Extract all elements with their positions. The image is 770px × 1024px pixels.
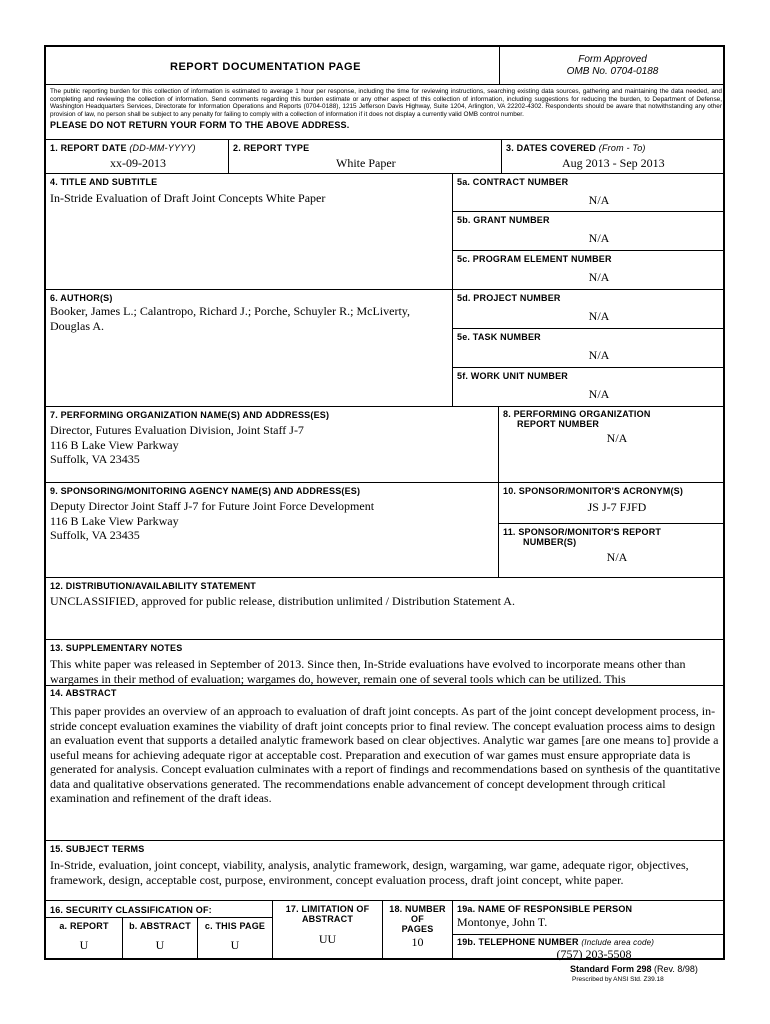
field-17-label-line-1: 17. LIMITATION OF xyxy=(285,904,370,914)
field-18-label-line-2: OF xyxy=(411,914,424,924)
field-19b-label-hint: (Include area code) xyxy=(581,938,655,947)
field-19a-label: 19a. NAME OF RESPONSIBLE PERSON xyxy=(457,904,633,914)
field-3-dates-covered[interactable] xyxy=(501,139,725,173)
field-16a-report[interactable] xyxy=(46,917,122,959)
contract-number-value: N/A xyxy=(588,193,610,207)
prescribed-by-label: Prescribed by ANSI Std. Z39.18 xyxy=(572,976,664,983)
field-4-title[interactable] xyxy=(46,173,452,289)
field-9-sponsoring-agency[interactable] xyxy=(46,482,498,577)
field-13-label: 13. SUPPLEMENTARY NOTES xyxy=(50,643,183,653)
project-number-value: N/A xyxy=(588,309,610,323)
field-16b-abstract[interactable] xyxy=(122,917,197,959)
abstract-value: This paper provides an overview of an approach to evaluation of draft joint concepts. As part of the joint concept development process, in-stride concept evaluation examines the viability of draft joint concepts prior to final review. The concept evaluation process aims to design an evaluation event that supports a detailed analytic framework based on clear objectives. Analytic war games [are one means to] provide a useful means for achieving adequate rigor at acceptable cost. Preparation and execution of war games must ensure appropriate data is generated for analysis. Concept evaluation culminates with a report of findings and recommendations based on synthesis of the quantitative data and qualitative observations generated. The recommendations enable advancement of concept development through critical examination and refinement of the draft ideas. xyxy=(50,704,721,805)
field-5f-label: 5f. WORK UNIT NUMBER xyxy=(457,371,568,381)
field-18-number-of-pages[interactable] xyxy=(382,900,452,958)
omb-number: OMB No. 0704-0188 xyxy=(566,66,659,77)
field-18-label-line-1: 18. NUMBER xyxy=(389,904,446,914)
performing-org-line-1: Director, Futures Evaluation Division, Joint Staff J-7 xyxy=(50,423,304,437)
field-5c-program-element-number[interactable] xyxy=(452,250,725,289)
field-17-limitation-of-abstract[interactable] xyxy=(272,900,382,958)
field-5e-task-number[interactable] xyxy=(452,328,725,367)
sponsoring-agency-line-1: Deputy Director Joint Staff J-7 for Future Joint Force Development xyxy=(50,499,375,513)
this-page-classification-value: U xyxy=(230,938,240,952)
field-16c-label: c. THIS PAGE xyxy=(204,921,266,931)
form-title: REPORT DOCUMENTATION PAGE xyxy=(170,61,361,73)
field-14-abstract[interactable] xyxy=(46,685,725,840)
field-9-label: 9. SPONSORING/MONITORING AGENCY NAME(S) AND ADDRESS(ES) xyxy=(50,486,361,496)
grant-number-value: N/A xyxy=(588,231,610,245)
sponsoring-agency-line-3: Suffolk, VA 23435 xyxy=(50,528,140,542)
field-19a-responsible-person[interactable] xyxy=(452,900,725,934)
do-not-return-notice: PLEASE DO NOT RETURN YOUR FORM TO THE ABOVE ADDRESS. xyxy=(50,120,350,131)
field-1-label: 1. REPORT DATE xyxy=(50,143,127,153)
field-5b-grant-number[interactable] xyxy=(452,211,725,250)
field-11-sponsor-report-number[interactable] xyxy=(498,523,725,577)
report-documentation-form xyxy=(44,45,725,960)
supplementary-notes-value: This white paper was released in September of 2013. Since then, In-Stride evaluations have evolved to incorporate means other than wargames in their method of evaluation; wargames do, however, remain one of several tools which can be utilized. This xyxy=(50,657,686,685)
report-date-value: xx-09-2013 xyxy=(110,156,166,170)
field-2-report-type[interactable] xyxy=(228,139,501,173)
work-unit-value: N/A xyxy=(588,387,610,401)
field-5e-label: 5e. TASK NUMBER xyxy=(457,332,541,342)
field-19b-label: 19b. TELEPHONE NUMBER xyxy=(457,937,579,947)
authors-value: Booker, James L.; Calantropo, Richard J.; Porche, Schuyler R.; McLiverty, Douglas A. xyxy=(50,304,410,333)
form-title-cell xyxy=(46,47,499,84)
field-5a-label: 5a. CONTRACT NUMBER xyxy=(457,177,569,187)
field-7-performing-organization[interactable] xyxy=(46,406,498,482)
form-approved-text: Form Approved xyxy=(578,54,647,65)
telephone-value: (757) 203-5508 xyxy=(556,947,632,961)
field-5a-contract-number[interactable] xyxy=(452,173,725,211)
field-16-security-classification xyxy=(46,900,272,958)
field-19b-telephone[interactable] xyxy=(452,934,725,961)
performing-org-report-number-value: N/A xyxy=(606,431,628,445)
subject-terms-value: In-Stride, evaluation, joint concept, viability, analysis, analytic framework, design, wargaming, war game, adequate rigor, objectives, framework, design, acceptable cost, purpose, environment, concept evaluation process, draft joint concept, white paper. xyxy=(50,858,689,887)
field-5c-label: 5c. PROGRAM ELEMENT NUMBER xyxy=(457,254,612,264)
field-8-label-line-1: 8. PERFORMING ORGANIZATION xyxy=(503,409,651,419)
responsible-person-value: Montonye, John T. xyxy=(457,915,548,929)
field-16b-label: b. ABSTRACT xyxy=(129,921,191,931)
field-5d-project-number[interactable] xyxy=(452,289,725,328)
field-6-label: 6. AUTHOR(S) xyxy=(50,293,113,303)
field-5d-label: 5d. PROJECT NUMBER xyxy=(457,293,561,303)
field-15-label: 15. SUBJECT TERMS xyxy=(50,844,145,854)
field-6-authors[interactable] xyxy=(46,289,452,406)
report-type-value: White Paper xyxy=(336,156,396,170)
field-12-distribution[interactable] xyxy=(46,577,725,639)
standard-form-label xyxy=(570,964,698,974)
report-classification-value: U xyxy=(79,938,89,952)
field-5f-work-unit-number[interactable] xyxy=(452,367,725,406)
field-16a-label: a. REPORT xyxy=(59,921,109,931)
field-3-label-format: (From - To) xyxy=(598,143,646,153)
field-11-label-line-2: NUMBER(S) xyxy=(523,537,577,547)
task-number-value: N/A xyxy=(588,348,610,362)
sponsor-acronym-value: JS J-7 FJFD xyxy=(587,500,647,514)
field-12-label: 12. DISTRIBUTION/AVAILABILITY STATEMENT xyxy=(50,581,256,591)
field-2-label: 2. REPORT TYPE xyxy=(233,143,310,153)
program-element-value: N/A xyxy=(588,270,610,284)
number-of-pages-value: 10 xyxy=(411,935,424,949)
field-11-label-line-1: 11. SPONSOR/MONITOR'S REPORT xyxy=(503,527,662,537)
field-1-report-date[interactable] xyxy=(46,139,228,173)
distribution-statement-value: UNCLASSIFIED, approved for public release, distribution unlimited / Distribution Statement A. xyxy=(50,594,515,608)
limitation-value: UU xyxy=(318,932,337,946)
field-10-label: 10. SPONSOR/MONITOR'S ACRONYM(S) xyxy=(503,486,684,496)
field-4-label: 4. TITLE AND SUBTITLE xyxy=(50,177,158,187)
burden-statement: The public reporting burden for this collection of information is estimated to average 1 hour per response, including the time for reviewing instructions, searching existing data sources, gathering and maintaining the data needed, and completing and reviewing the collection of information. Send comments regarding this burden estimate or any other aspect of this collection of information, including suggestions for reducing the burden, to Department of Defense, Washington Headquarters Services, Directorate for Information Operations and Reports (0704-0188), 1215 Jefferson Davis Highway, Suite 1204, Arlington, VA 22202-4302. Respondents should be aware that notwithstanding any other provision of law, no person shall be subject to any penalty for failing to comply with a collection of information if it does not display a currently valid OMB control number. xyxy=(50,88,722,118)
field-13-supplementary-notes[interactable] xyxy=(46,639,725,685)
title-value: In-Stride Evaluation of Draft Joint Concepts White Paper xyxy=(50,191,326,205)
standard-form-revision: (Rev. 8/98) xyxy=(654,964,698,974)
field-18-label-line-3: PAGES xyxy=(401,924,434,934)
field-17-label-line-2: ABSTRACT xyxy=(301,914,354,924)
sponsoring-agency-line-2: 116 B Lake View Parkway xyxy=(50,513,179,528)
field-3-label: 3. DATES COVERED xyxy=(506,143,597,153)
field-15-subject-terms[interactable] xyxy=(46,840,725,900)
field-16c-this-page[interactable] xyxy=(197,917,272,959)
field-8-label-line-2: REPORT NUMBER xyxy=(517,419,600,429)
field-5b-label: 5b. GRANT NUMBER xyxy=(457,215,550,225)
field-10-sponsor-acronym[interactable] xyxy=(498,482,725,523)
field-7-label: 7. PERFORMING ORGANIZATION NAME(S) AND ADDRESS(ES) xyxy=(50,410,330,420)
field-14-label: 14. ABSTRACT xyxy=(50,688,117,698)
dates-covered-value: Aug 2013 - Sep 2013 xyxy=(562,156,665,170)
field-1-label-format: (DD-MM-YYYY) xyxy=(129,143,196,153)
omb-cell xyxy=(499,47,725,84)
sponsor-report-number-value: N/A xyxy=(606,550,628,564)
performing-org-line-3: Suffolk, VA 23435 xyxy=(50,452,140,466)
standard-form-name: Standard Form 298 xyxy=(570,964,652,974)
field-16-label: 16. SECURITY CLASSIFICATION OF: xyxy=(50,905,212,915)
abstract-classification-value: U xyxy=(155,938,165,952)
field-8-performing-org-report-number[interactable] xyxy=(498,406,725,482)
performing-org-line-2: 116 B Lake View Parkway xyxy=(50,437,179,452)
burden-statement-cell xyxy=(46,84,725,139)
